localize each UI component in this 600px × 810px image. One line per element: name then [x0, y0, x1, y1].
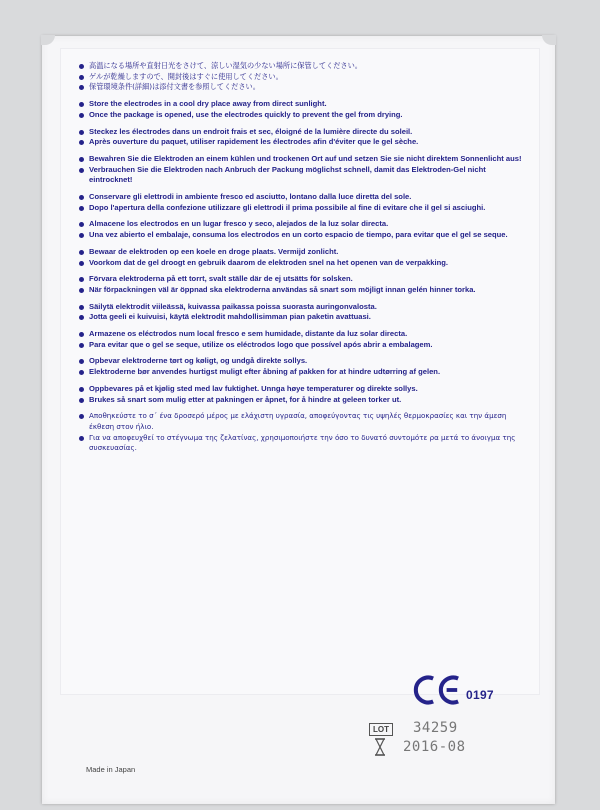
- instruction-text: När förpackningen väl är öppnad ska elektroderna användas så snart som möjligt innan gelén hinner torka.: [89, 284, 476, 294]
- bullet-icon: [79, 343, 84, 348]
- instruction-text: 高温になる場所や直射日光をさけて、涼しい湿気の少ない場所に保管してください。: [89, 61, 362, 70]
- bullet-icon: [79, 305, 84, 310]
- instruction-group-de: [79, 154, 529, 186]
- instruction-text: Once the package is opened, use the electrodes quickly to prevent the gel from drying.: [89, 109, 403, 119]
- instruction-line: [79, 356, 529, 367]
- instruction-group-nl: [79, 247, 529, 268]
- instruction-line: [79, 411, 529, 432]
- instruction-text: Oppbevares på et kjølig sted med lav fuktighet. Unnga høye temperaturer og direkte sollys.: [89, 383, 418, 393]
- bullet-icon: [79, 370, 84, 375]
- instruction-text: Säilytä elektrodit viileässä, kuivassa paikassa poissa suorasta auringonvalosta.: [89, 301, 377, 311]
- bullet-icon: [79, 288, 84, 293]
- bullet-icon: [79, 85, 84, 90]
- bullet-icon: [79, 436, 84, 441]
- instruction-line: [79, 72, 529, 83]
- instruction-text: Conservare gli elettrodi in ambiente fresco ed asciutto, lontano dalla luce diretta del sole.: [89, 192, 412, 202]
- instruction-text: Après ouverture du paquet, utiliser rapidement les électrodes afin d'éviter que le gel sèche.: [89, 137, 419, 147]
- bullet-icon: [79, 398, 84, 403]
- instruction-line: [79, 110, 529, 121]
- instruction-group-gr: [79, 411, 529, 454]
- bullet-icon: [79, 113, 84, 118]
- instruction-line: [79, 340, 529, 351]
- instruction-text: ゲルが乾燥しますので、開封後はすぐに使用してください。: [89, 71, 283, 81]
- instruction-line: [79, 219, 529, 230]
- instruction-text: Una vez abierto el embalaje, consuma los electrodos en un corto espacio de tiempo, para evitar que el gel se seque.: [89, 230, 508, 240]
- instruction-line: [79, 165, 529, 186]
- instruction-line: [79, 312, 529, 323]
- bullet-icon: [79, 157, 84, 162]
- instruction-group-en: [79, 99, 529, 120]
- instruction-text: Steckez les électrodes dans un endroit frais et sec, éloigné de la lumière directe du soleil.: [89, 126, 413, 136]
- instruction-line: [79, 274, 529, 285]
- instruction-text: Elektroderne bør anvendes hurtigst muligt efter åbning af pakken for at hindre udtørring af gelen.: [89, 367, 441, 377]
- ce-mark-icon: [412, 672, 462, 706]
- bullet-icon: [79, 414, 84, 419]
- bullet-icon: [79, 130, 84, 135]
- origin-label: Made in Japan: [86, 765, 136, 774]
- bullet-icon: [79, 102, 84, 107]
- instruction-text: Bewaar de elektroden op een koele en droge plaats. Vermijd zonlicht.: [89, 246, 339, 256]
- bullet-icon: [79, 233, 84, 238]
- instruction-line: [79, 258, 529, 269]
- instruction-text: Dopo l'apertura della confezione utilizzare gli elettrodi il prima possibile al fine di evitare che il gel si asciughi.: [89, 202, 486, 212]
- lot-symbol: LOT: [369, 723, 393, 736]
- bullet-icon: [79, 195, 84, 200]
- instruction-text: Armazene os eléctrodos num local fresco e sem humidade, distante da luz solar directa.: [89, 329, 408, 339]
- bullet-icon: [79, 261, 84, 266]
- storage-instructions: [79, 61, 529, 460]
- instruction-group-da: [79, 356, 529, 377]
- instruction-line: [79, 384, 529, 395]
- instruction-group-pt: [79, 329, 529, 350]
- instruction-line: [79, 154, 529, 165]
- bullet-icon: [79, 315, 84, 320]
- instruction-group-es: [79, 219, 529, 240]
- instruction-group-jp: [79, 61, 529, 93]
- manufacture-date: 2016-08: [403, 739, 466, 755]
- instruction-text: Jotta geeli ei kuivuisi, käytä elektrodit mahdollisimman pian paketin avattuasi.: [89, 312, 371, 322]
- bullet-icon: [79, 140, 84, 145]
- instruction-text: Voorkom dat de gel droogt en gebruik daarom de elektroden snel na het openen van de verpakking.: [89, 257, 448, 267]
- instruction-text: Αποθηκεύστε το σ΄ ένα δροσερό μέρος με ελάχιστη υγρασία, αποφεύγοντας τις υψηλές θερμοκρασίες και την άμεση έκθεση στον ήλιο.: [89, 411, 507, 431]
- bullet-icon: [79, 277, 84, 282]
- bullet-icon: [79, 168, 84, 173]
- bullet-icon: [79, 222, 84, 227]
- instruction-group-it: [79, 192, 529, 213]
- instruction-text: Bewahren Sie die Elektroden an einem kühlen und trockenen Ort auf und setzen Sie sie nicht direktem Sonnenlicht aus!: [89, 153, 522, 163]
- instruction-line: [79, 127, 529, 138]
- instruction-text: 保管環境条件(詳細)は添付文書を参照してください。: [89, 82, 260, 92]
- lot-number: 34259: [413, 720, 458, 736]
- instruction-text: Para evitar que o gel se seque, utilize os eléctrodos logo que possível após abrir a embalagem.: [89, 339, 433, 349]
- instruction-text: Brukes så snart som mulig etter at pakningen er åpnet, for å hindre at geleen torker ut.: [89, 394, 402, 404]
- instruction-group-sv: [79, 274, 529, 295]
- instruction-text: Förvara elektroderna på ett torrt, svalt ställe där de ej utsätts för solsken.: [89, 274, 353, 284]
- instruction-line: [79, 247, 529, 258]
- bullet-icon: [79, 75, 84, 80]
- instruction-line: [79, 82, 529, 93]
- instruction-line: [79, 203, 529, 214]
- instruction-line: [79, 192, 529, 203]
- instruction-line: [79, 302, 529, 313]
- instruction-line: [79, 137, 529, 148]
- bullet-icon: [79, 206, 84, 211]
- manufacture-date-icon: [374, 738, 386, 756]
- instruction-line: [79, 329, 529, 340]
- instruction-text: Opbevar elektroderne tørt og køligt, og undgå direkte sollys.: [89, 356, 308, 366]
- instruction-group-fr: [79, 127, 529, 148]
- instruction-text: Store the electrodes in a cool dry place away from direct sunlight.: [89, 99, 327, 109]
- instruction-text: Για να αποφευχθεί το στέγνωμα της ζελατίνας, χρησιμοποιήστε την όσο το δυνατό συντομότε ρα μετά το άνοιγμα της συσκευασίας.: [89, 432, 516, 453]
- notified-body-number: 0197: [466, 688, 494, 702]
- instruction-text: Verbrauchen Sie die Elektroden nach Anbruch der Packung möglichst schnell, damit das Elektroden-Gel nicht eintrocknet!: [89, 164, 486, 185]
- bullet-icon: [79, 387, 84, 392]
- instruction-line: [79, 61, 529, 72]
- bullet-icon: [79, 250, 84, 255]
- instruction-text: Almacene los electrodos en un lugar fresco y seco, alejados de la luz solar directa.: [89, 219, 389, 229]
- instruction-line: [79, 99, 529, 110]
- instruction-group-no: [79, 384, 529, 405]
- instruction-line: [79, 285, 529, 296]
- instruction-line: [79, 230, 529, 241]
- bullet-icon: [79, 64, 84, 69]
- bullet-icon: [79, 332, 84, 337]
- instruction-line: [79, 367, 529, 378]
- bullet-icon: [79, 359, 84, 364]
- instruction-line: [79, 433, 529, 454]
- instruction-line: [79, 395, 529, 406]
- instruction-group-fi: [79, 302, 529, 323]
